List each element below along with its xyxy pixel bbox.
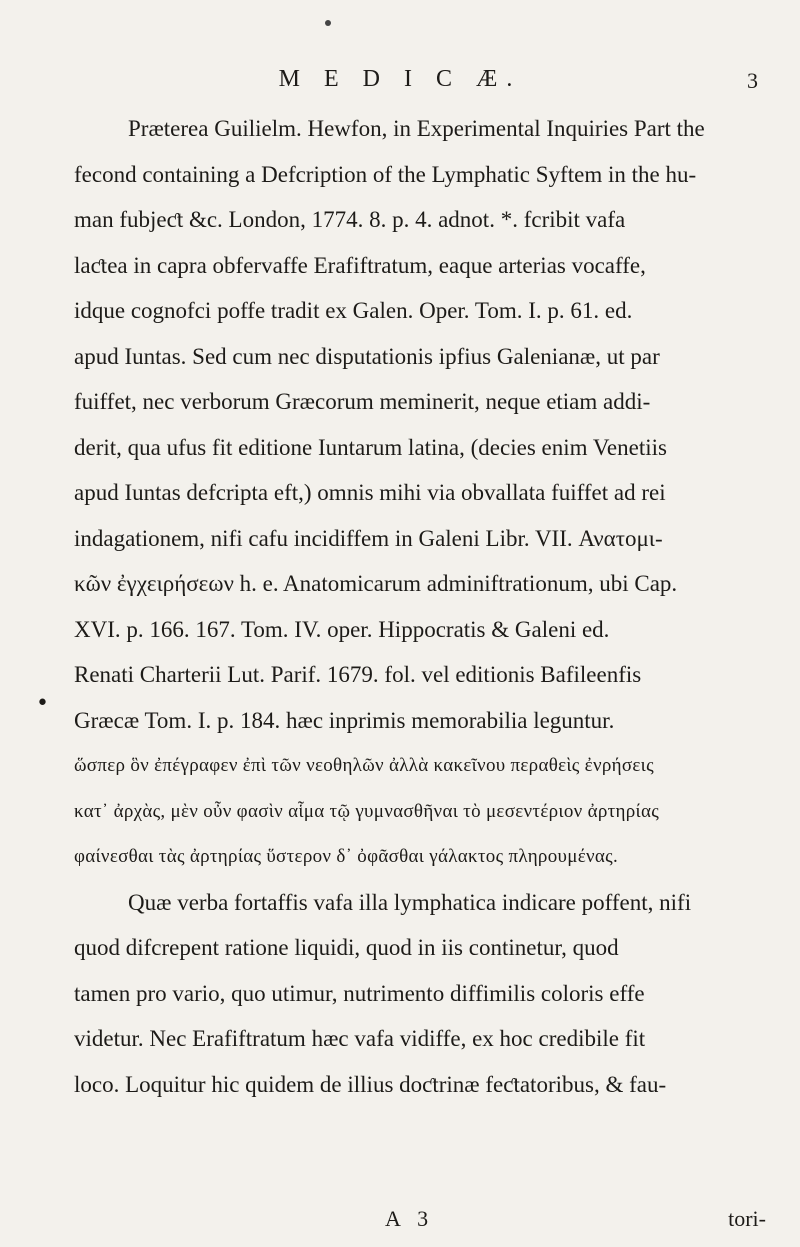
text-line: loco. Loquitur hic quidem de illius doƈtrinæ feƈtatoribus, & fau-	[74, 1071, 667, 1097]
text-line: indagationem, nifi cafu incidiffem in Galeni Libr. VII. Ανατομι-	[74, 525, 663, 551]
text-line: Præterea Guilielm. Hewfon, in Experimental Inquiries Part the	[128, 116, 705, 141]
text-line: Quæ verba fortaffis vafa illa lymphatica indicare poffent, nifi	[128, 889, 692, 915]
text-line: laƈtea in capra obfervaffe Erafiftratum, eaque arterias vocaffe,	[74, 252, 646, 278]
text-line: tamen pro vario, quo utimur, nutrimento diffimilis coloris effe	[74, 980, 645, 1006]
text-line: κῶν ἐγχειρήσεων h. e. Anatomicarum adminiftrationum, ubi Cap.	[74, 571, 678, 596]
text-line: quod difcrepent ratione liquidi, quod in iis continetur, quod	[74, 935, 619, 960]
text-line: fecond containing a Defcription of the Lymphatic Syftem in the hu-	[74, 161, 697, 187]
page-number: 3	[747, 68, 758, 93]
signature-mark: A 3	[385, 1206, 435, 1231]
text-line: fuiffet, nec verborum Græcorum meminerit, neque etiam addi-	[74, 389, 651, 414]
greek-quote-line: φαίνεσθαι τὰς ἀρτηρίας ὕστερον δ᾽ ὀφᾶσθαι γάλακτος πληρουμένας.	[74, 846, 618, 867]
margin-mark: •	[36, 691, 49, 716]
ink-spot	[325, 20, 331, 26]
text-line: apud Iuntas defcripta eft,) omnis mihi via obvallata fuiffet ad rei	[74, 480, 666, 505]
text-line: apud Iuntas. Sed cum nec disputationis ipfius Galenianæ, ut par	[74, 343, 660, 369]
greek-quote-line: κατ᾽ ἀρχὰς, μὲν οὖν φασὶν αἷμα τῷ γυμνασθῆναι τὸ μεσεντέριον ἀρτηρίας	[74, 800, 660, 822]
text-line: XVI. p. 166. 167. Tom. IV. oper. Hippocratis & Galeni ed.	[74, 616, 610, 642]
text-line: Græcæ Tom. I. p. 184. hæc inprimis memorabilia leguntur.	[74, 707, 615, 733]
text-line: derit, qua ufus fit editione Iuntarum latina, (decies enim Venetiis	[74, 434, 667, 460]
page-footer	[0, 1206, 800, 1246]
text-line: idque cognofci poffe tradit ex Galen. Oper. Tom. I. p. 61. ed.	[74, 298, 633, 323]
greek-quote-line: ὥσπερ ὃν ἐπέγραφεν ἐπὶ τῶν νεοθηλῶν ἀλλὰ κακεῖνου περαθεὶς ἐνρήσεις	[74, 755, 654, 776]
body-text	[74, 106, 764, 1107]
running-head: M E D I C Æ.	[278, 66, 522, 92]
catchword: tori-	[728, 1206, 766, 1231]
text-line: Renati Charterii Lut. Parif. 1679. fol. vel editionis Bafileenfis	[74, 662, 642, 687]
text-line: videtur. Nec Erafiftratum hæc vafa vidiffe, ex hoc credibile fit	[74, 1026, 646, 1051]
text-line: man fubjeƈt &c. London, 1774. 8. p. 4. adnot. *. fcribit vafa	[74, 207, 626, 232]
